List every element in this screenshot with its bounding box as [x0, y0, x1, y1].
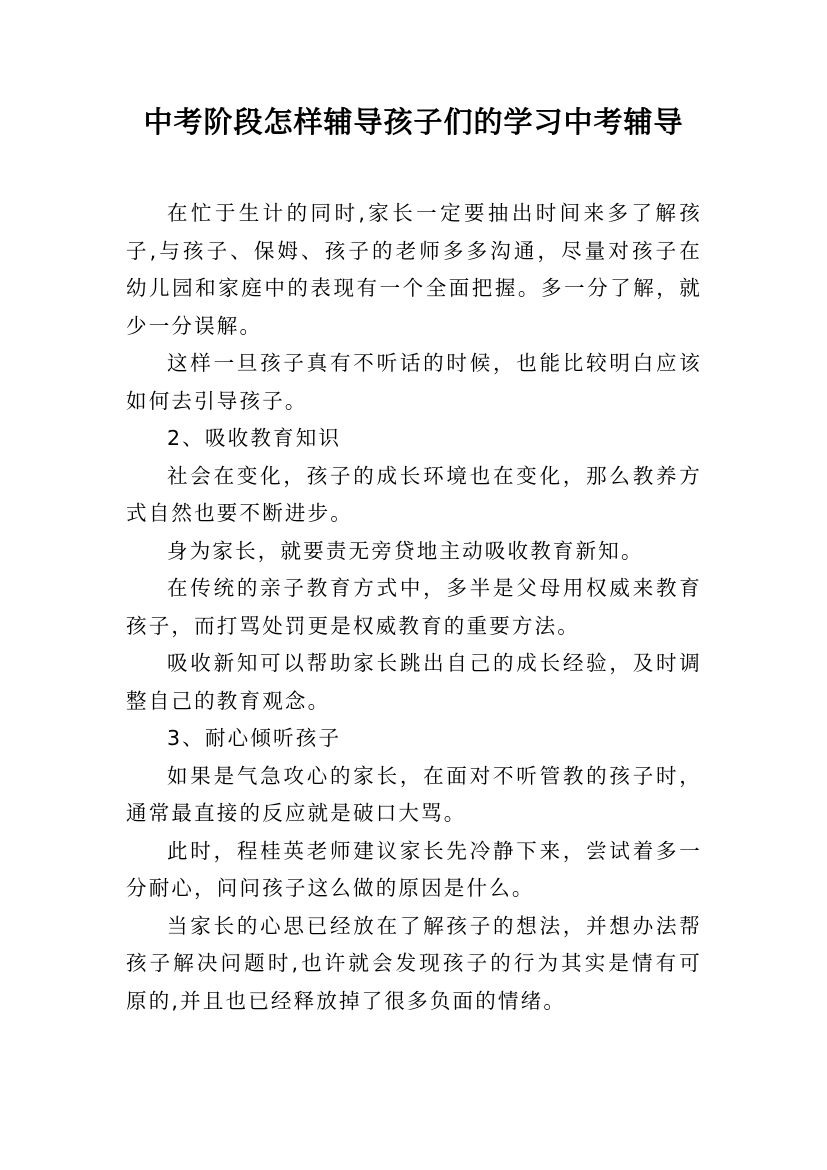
section-heading: 3、耐心倾听孩子: [167, 726, 342, 750]
paragraph: 在忙于生计的同时,家长一定要抽出时间来多了解孩子,与孩子、保姆、孩子的老师多多沟通，尽量对孩子在幼儿园和家庭中的表现有一个全面把握。多一分了解，就少一分误解。: [126, 201, 702, 338]
paragraph: 当家长的心思已经放在了解孩子的想法，并想办法帮孩子解决问题时,也许就会发现孩子的行为其实是情有可原的,并且也已经释放掉了很多负面的情绪。: [126, 913, 702, 1013]
document-title: 中考阶段怎样辅导孩子们的学习中考辅导: [143, 105, 684, 139]
paragraph: 吸收新知可以帮助家长跳出自己的成长经验，及时调整自己的教育观念。: [126, 651, 702, 713]
paragraph: 此时，程桂英老师建议家长先冷静下来，尝试着多一分耐心，问问孩子这么做的原因是什么。: [126, 838, 702, 900]
paragraph: 身为家长，就要责无旁贷地主动吸收教育新知。: [167, 538, 644, 563]
paragraph: 社会在变化，孩子的成长环境也在变化，那么教养方式自然也要不断进步。: [126, 463, 702, 525]
paragraph: 如果是气急攻心的家长，在面对不听管教的孩子时，通常最直接的反应就是破口大骂。: [126, 763, 702, 825]
paragraph: 这样一旦孩子真有不听话的时候，也能比较明白应该如何去引导孩子。: [126, 351, 702, 413]
section-heading: 2、吸收教育知识: [167, 426, 342, 450]
document-body: [126, 195, 702, 1020]
paragraph: 在传统的亲子教育方式中，多半是父母用权威来教育孩子，而打骂处罚更是权威教育的重要方法。: [126, 576, 702, 638]
